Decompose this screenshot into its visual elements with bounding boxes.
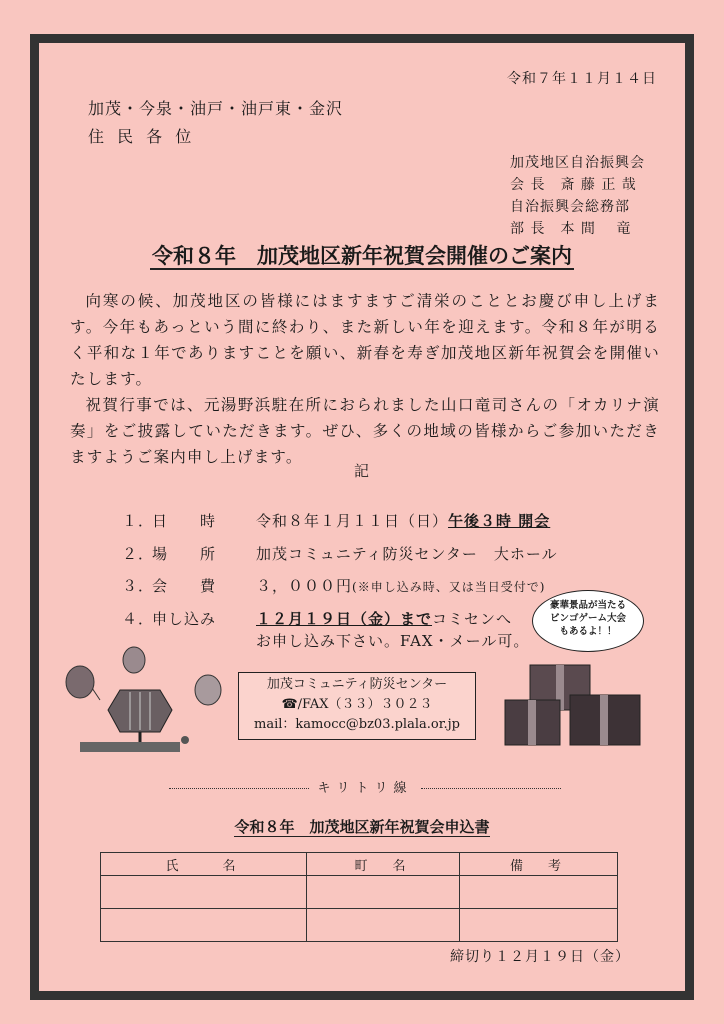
- item-3-value: ３，０００円(※申し込み時、又は当日受付で): [256, 577, 546, 595]
- sender-dept: 自治振興会総務部: [510, 199, 630, 215]
- recipients-areas: 加茂・今泉・油戸・油戸東・金沢: [88, 99, 344, 118]
- form-title: 令和８年 加茂地区新年祝賀会申込書: [234, 818, 490, 836]
- col-notes: 備 考: [460, 853, 618, 876]
- bingo-machine-illustration: [60, 640, 230, 760]
- name-field[interactable]: [101, 876, 307, 909]
- balloon-icon: [195, 675, 221, 705]
- contact-phone: ☎/FAX（３３）３０２３: [281, 697, 433, 712]
- col-town: 町 名: [307, 853, 460, 876]
- item-4-value: １２月１９日（金）までコミセンへ: [256, 610, 513, 628]
- application-form-table: [100, 852, 618, 942]
- start-time: 午後３時 開会: [448, 512, 551, 530]
- issue-date: 令和７年１１月１４日: [507, 71, 657, 87]
- item-4-value-line2: お申し込み下さい。FAX・メール可。: [256, 632, 530, 650]
- sender-block: [510, 152, 645, 240]
- gift-boxes-illustration: [500, 655, 650, 750]
- table-row: [101, 909, 618, 942]
- body-text: [70, 288, 660, 470]
- application-deadline: １２月１９日（金）まで: [256, 610, 433, 628]
- bingo-ball: [181, 736, 189, 744]
- paragraph-event: 祝賀行事では、元湯野浜駐在所におられました山口竜司さんの「オカリナ演奏」をご披露していただきます。ぜひ、多くの地域の皆様からご参加いただきますようご案内申し上げます。: [70, 396, 660, 466]
- notes-field[interactable]: [460, 876, 618, 909]
- item-3-number: ３．: [122, 577, 155, 595]
- contact-box: [238, 672, 476, 740]
- balloon-icon: [123, 647, 145, 673]
- item-4-label: 申し込み: [152, 610, 217, 628]
- contact-name: 加茂コミュニティ防災センター: [266, 677, 448, 692]
- item-2-number: ２．: [122, 545, 155, 563]
- sender-chair: 会 長 斎 藤 正 哉: [510, 177, 637, 193]
- fee-note: (※申し込み時、又は当日受付で): [352, 580, 546, 594]
- col-name: 氏 名: [101, 853, 307, 876]
- paragraph-greeting: 向寒の候、加茂地区の皆様にはますますご清栄のこととお慶び申し上げます。今年もあっという間に終わり、また新しい年を迎えます。令和８年が明るく平和な１年でありますことを願い、新春を寿ぎ加茂地区新年祝賀会を開催いたします。: [70, 292, 660, 388]
- notes-field[interactable]: [460, 909, 618, 942]
- town-field[interactable]: [307, 909, 460, 942]
- cut-line: キリトリ線: [130, 777, 600, 796]
- item-2-label: 場 所: [152, 545, 217, 563]
- sender-head: 部 長 本 間 竜: [510, 221, 632, 237]
- town-field[interactable]: [307, 876, 460, 909]
- balloon-icon: [66, 666, 94, 698]
- item-1-value: 令和８年１月１１日（日）午後３時 開会: [256, 512, 551, 530]
- ki-heading: 記: [354, 462, 370, 480]
- name-field[interactable]: [101, 909, 307, 942]
- form-deadline: 締切り１２月１９日（金）: [450, 949, 630, 965]
- form-header-row: [101, 853, 618, 876]
- item-2-value: 加茂コミュニティ防災センター 大ホール: [256, 545, 558, 563]
- page-title: 令和８年 加茂地区新年祝賀会開催のご案内: [152, 244, 572, 268]
- item-4-number: ４．: [122, 610, 155, 628]
- table-row: [101, 876, 618, 909]
- recipients-residents: 住 民 各 位: [88, 127, 196, 146]
- item-1-number: １．: [122, 512, 155, 530]
- contact-email: mail：kamocc@bz03.plala.or.jp: [254, 717, 460, 732]
- item-3-label: 会 費: [152, 577, 217, 595]
- machine-base: [80, 742, 180, 752]
- bingo-speech-bubble: 豪華景品が当たる ビンゴゲーム大会 もあるよ！！: [532, 590, 644, 652]
- item-1-label: 日 時: [152, 512, 217, 530]
- sender-org: 加茂地区自治振興会: [510, 155, 645, 171]
